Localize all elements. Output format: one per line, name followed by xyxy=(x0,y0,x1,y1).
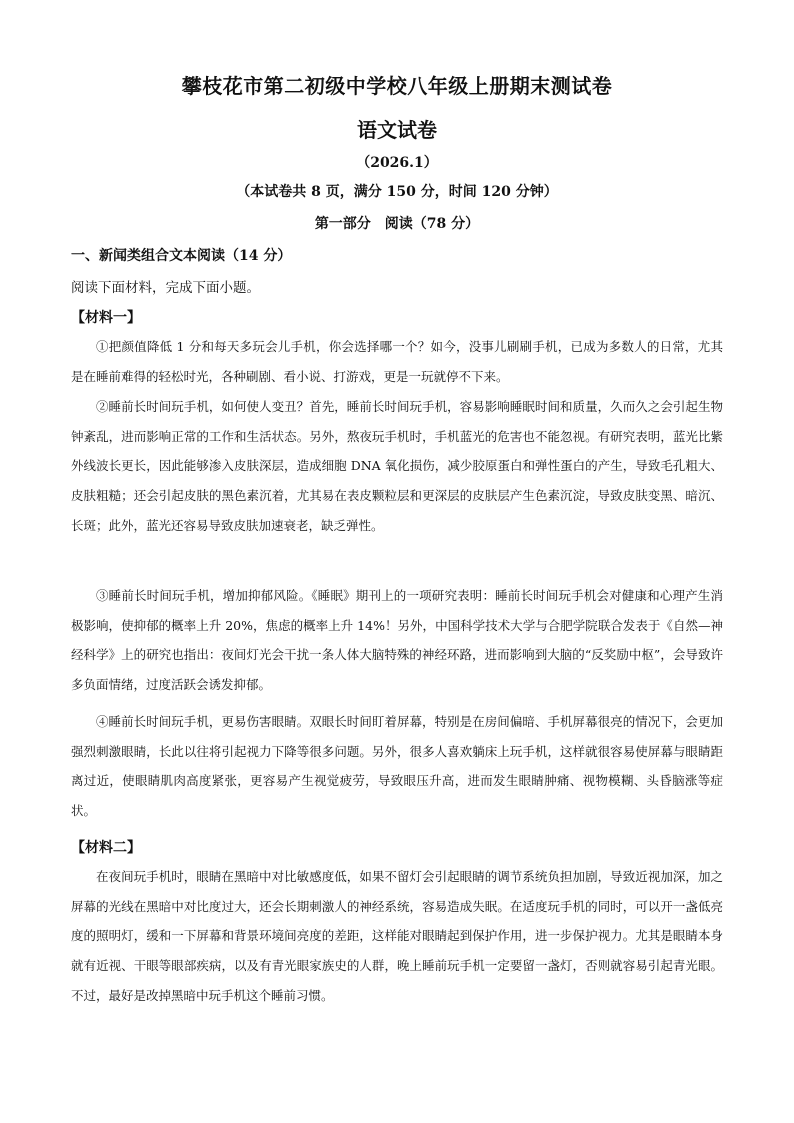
material-one-paragraph-2: ②睡前长时间玩手机，如何使人变丑？首先，睡前长时间玩手机，容易影响睡眠时间和质量，久而久之会引起生物钟紊乱，进而影响正常的工作和生活状态。另外，熬夜玩手机时，手机蓝光的危害也不能忽视。有研究表明，蓝光比紫外线波长更长，因此能够渗入皮肤深层，造成细胞 DNA 氧化损伤，减少胶原蛋白和弹性蛋白的产生，导致毛孔粗大、皮肤粗糙；还会引起皮肤的黑色素沉着，尤其易在表皮颗粒层和更深层的皮肤层产生色素沉淀，导致皮肤变黑、暗沉、长斑；此外，蓝光还容易导致皮肤加速衰老，缺乏弹性。 xyxy=(71,399,723,533)
material-one-label: 【材料一】 xyxy=(71,310,141,326)
exam-note: （本试卷共 8 页，满分 150 分，时间 120 分钟） xyxy=(236,184,558,200)
material-one-paragraph-1: ①把颜值降低 1 分和每天多玩会儿手机，你会选择哪一个？如今，没事儿刷刷手机，已成为多数人的日常，尤其是在睡前难得的轻松时光，各种刷剧、看小说、打游戏，更是一玩就停不下来。 xyxy=(71,339,723,384)
material-one-paragraph-4: ④睡前长时间玩手机，更易伤害眼睛。双眼长时间盯着屏幕，特别是在房间偏暗、手机屏幕很亮的情况下，会更加强烈刺激眼睛，长此以往将引起视力下降等很多问题。另外，很多人喜欢躺床上玩手机，这样就很容易使屏幕与眼睛距离过近，使眼睛肌肉高度紧张，更容易产生视觉疲劳，导致眼压升高，进而发生眼睛肿痛、视物模糊、头昏脑涨等症状。 xyxy=(71,714,723,819)
part-heading: 第一部分 阅读（78 分） xyxy=(314,216,480,232)
section-heading: 一、新闻类组合文本阅读（14 分） xyxy=(71,248,292,264)
exam-date: （2026.1） xyxy=(356,155,438,171)
exam-subtitle: 语文试卷 xyxy=(357,118,437,142)
section-instruction: 阅读下面材料，完成下面小题。 xyxy=(71,280,260,296)
material-two-paragraph-1: 在夜间玩手机时，眼睛在黑暗中对比敏感度低，如果不留灯会引起眼睛的调节系统负担加剧，导致近视加深，加之屏幕的光线在黑暗中对比度过大，还会长期刺激人的神经系统，容易造成失眠。在适度玩手机的同时，可以开一盏低亮度的照明灯，缓和一下屏幕和背景环境间亮度的差距，这样能对眼睛起到保护作用，进一步保护视力。尤其是眼睛本身就有近视、干眼等眼部疾病，以及有青光眼家族史的人群，晚上睡前玩手机一定要留一盏灯，否则就容易引起青光眼。不过，最好是改掉黑暗中玩手机这个睡前习惯。 xyxy=(71,869,723,1003)
material-two-label: 【材料二】 xyxy=(71,840,141,856)
material-one-paragraph-3: ③睡前长时间玩手机，增加抑郁风险。《睡眠》期刊上的一项研究表明：睡前长时间玩手机会对健康和心理产生消极影响，使抑郁的概率上升 20%，焦虑的概率上升 14%！另外，中国科学技术大学与合肥学院联合发表于《自然—神经科学》上的研究也指出：夜间灯光会干扰一条人体大脑特殊的神经环路，进而影响到大脑的“反奖励中枢”，会导致许多负面情绪，过度活跃会诱发抑郁。 xyxy=(71,588,723,693)
exam-title: 攀枝花市第二初级中学校八年级上册期末测试卷 xyxy=(181,74,613,98)
